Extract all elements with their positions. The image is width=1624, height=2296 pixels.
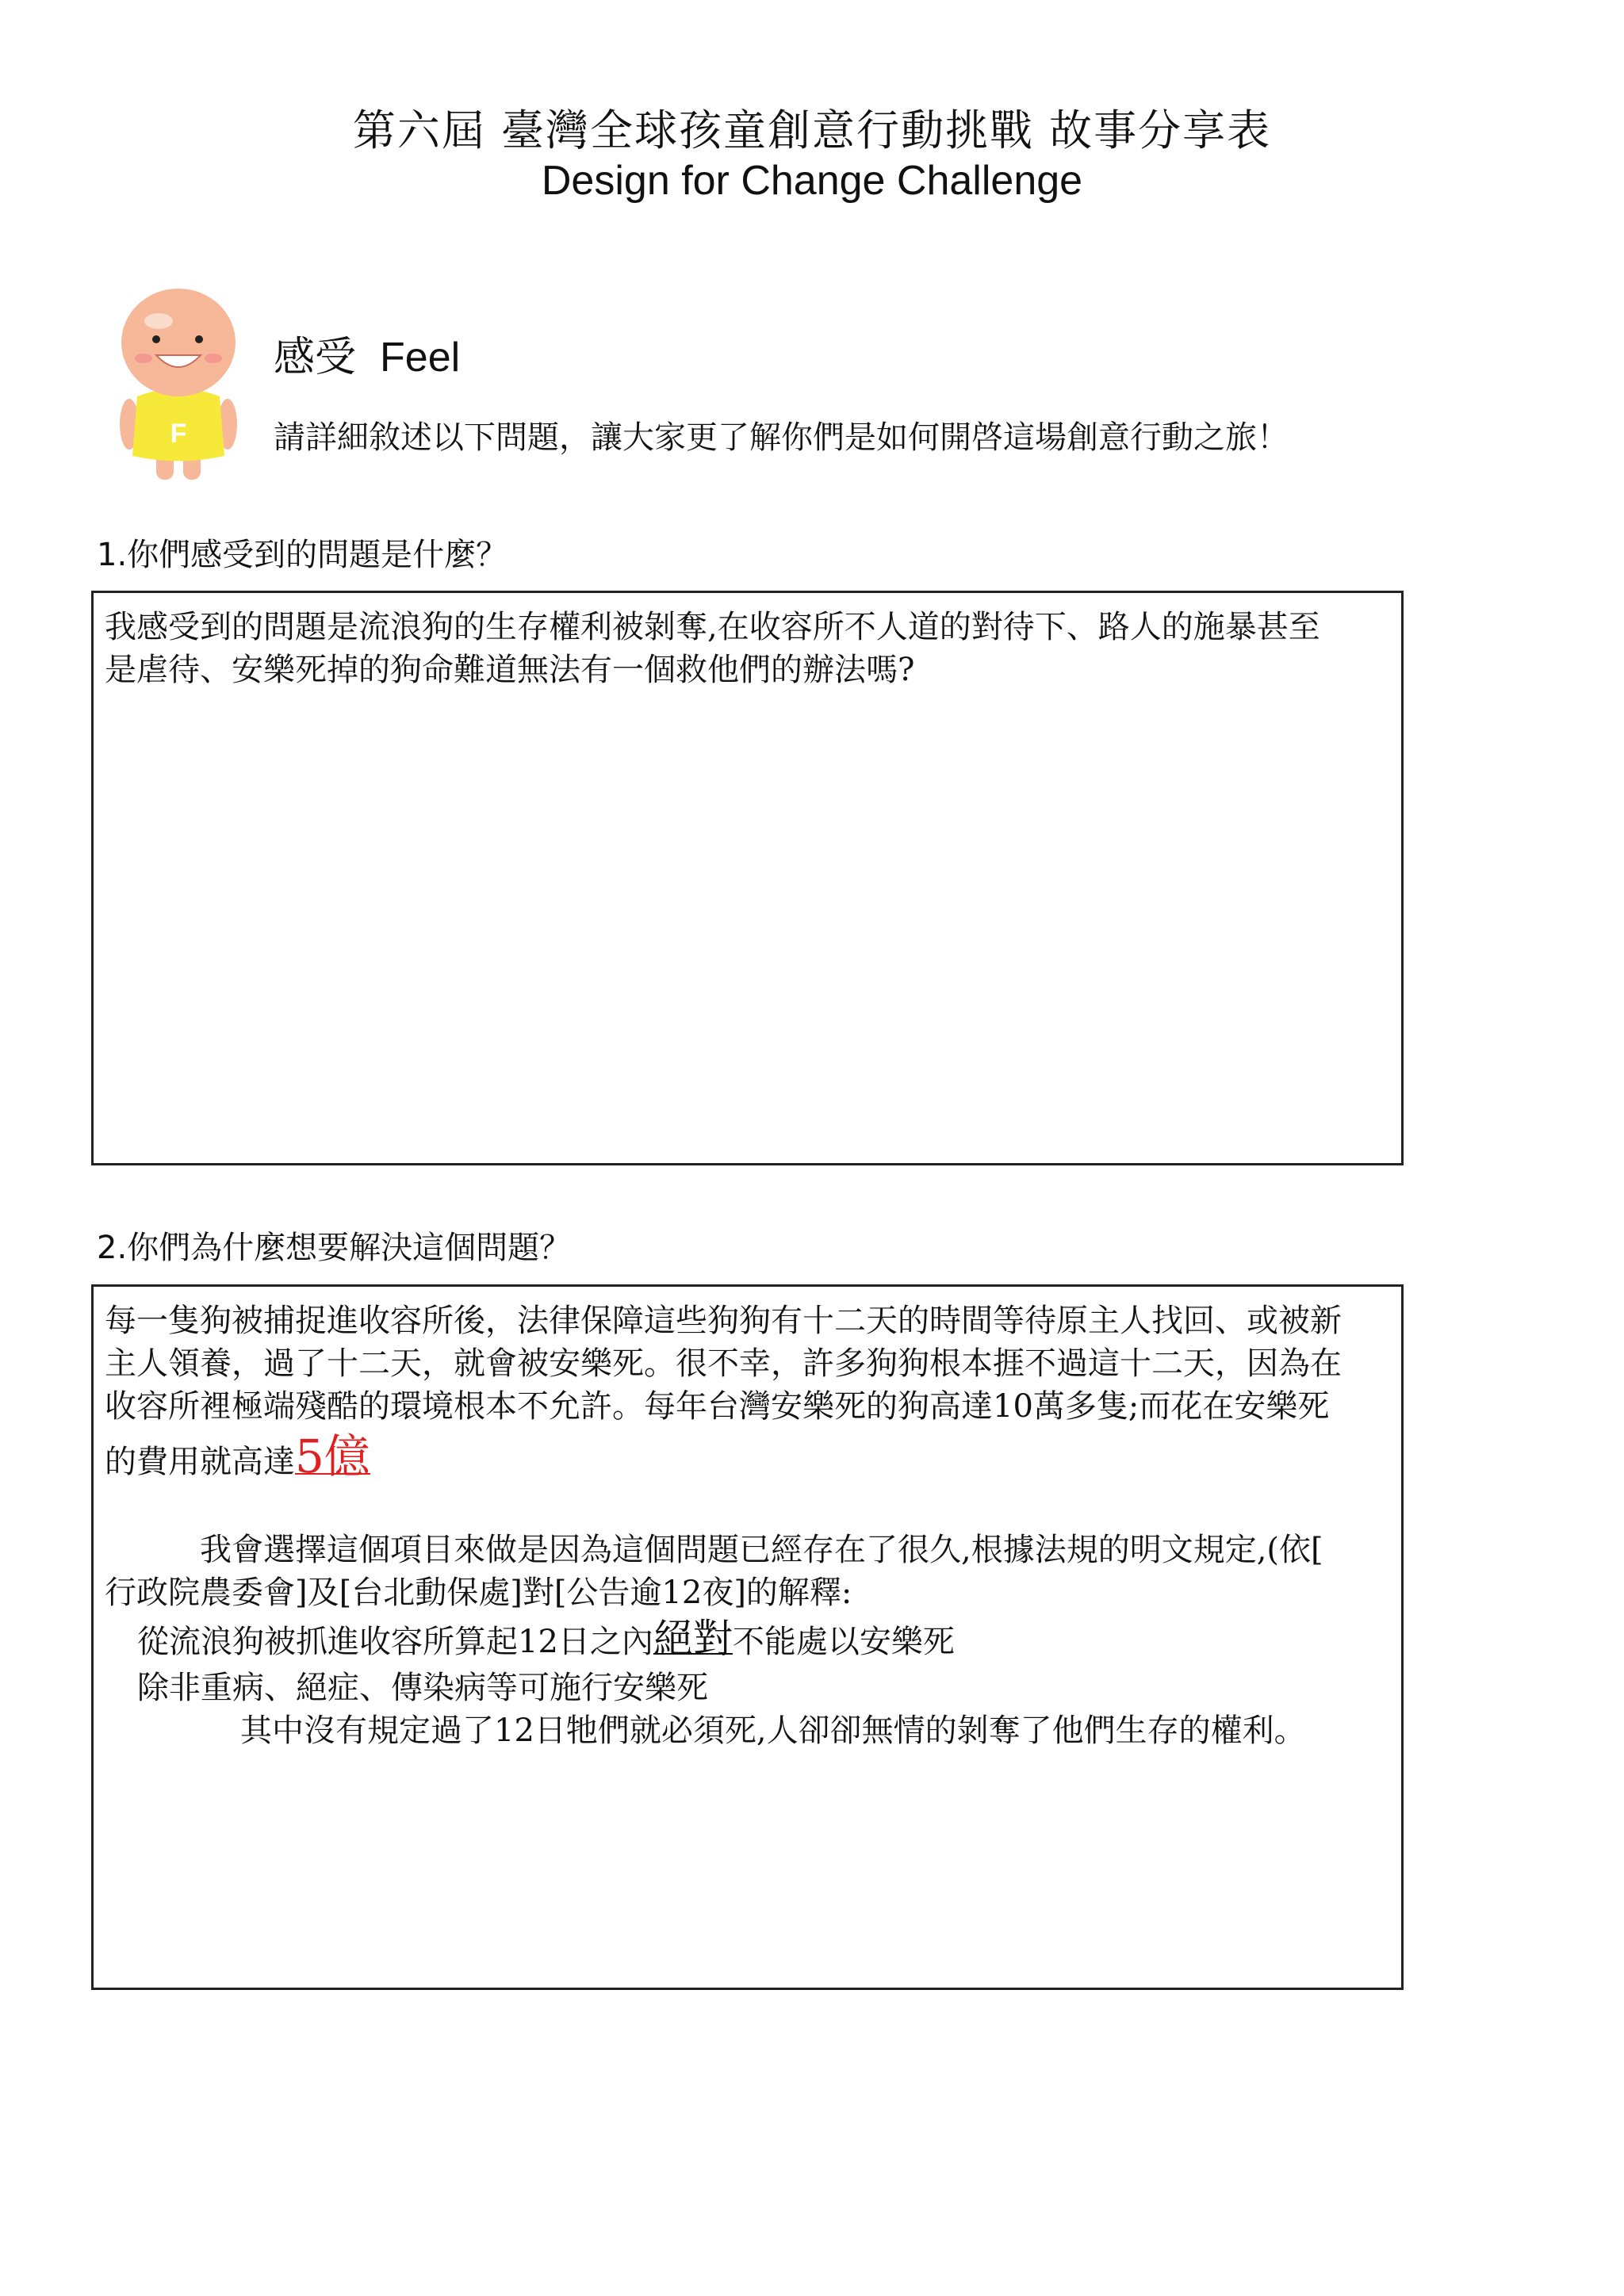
answer-1-line: 我感受到的問題是流浪狗的生存權利被剝奪,在收容所不人道的對待下、路人的施暴甚至 (105, 609, 1320, 645)
answer-2-line: 我會選擇這個項目來做是因為這個問題已經存在了很久,根據法規的明文規定,(依[ (200, 1532, 1323, 1568)
answer-box-1 (91, 591, 1404, 1165)
feel-title-en: Feel (380, 335, 461, 381)
rule-line: 除非重病、絕症、傳染病等可施行安樂死 (137, 1670, 708, 1706)
rule1-prefix: 從流浪狗被抓進收容所算起12日之內 (137, 1624, 653, 1660)
conclusion-line: 其中沒有規定過了12日牠們就必須死,人卻卻無情的剝奪了他們生存的權利。 (240, 1712, 1306, 1749)
page-subtitle: Design for Change Challenge (541, 158, 1083, 204)
mascot-letter: F (170, 419, 187, 449)
feel-instruction: 請詳細敘述以下問題，讓大家更了解你們是如何開啓這場創意行動之旅！ (274, 419, 1289, 456)
rule1-suffix: 不能處以安樂死 (732, 1624, 955, 1660)
answer-2-line: 主人領養，過了十二天，就會被安樂死。很不幸，許多狗狗根本捱不過這十二天，因為在 (105, 1345, 1342, 1382)
answer-2-line (94, 1428, 1401, 1490)
cost-highlight: 5億 (295, 1429, 370, 1483)
answer-box-2 (91, 1284, 1404, 1990)
cost-prefix: 的費用就高達 (105, 1444, 295, 1480)
answer-2-line: 行政院農委會]及[台北動保處]對[公告逾12夜]的解釋: (105, 1575, 852, 1611)
section-title-feel (274, 323, 460, 383)
rule1-emphasis: 絕對 (653, 1616, 733, 1662)
answer-2-line: 收容所裡極端殘酷的環境根本不允許。每年台灣安樂死的狗高達10萬多隻;而花在安樂死 (105, 1388, 1330, 1425)
answer-2-line: 每一隻狗被捕捉進收容所後，法律保障這些狗狗有十二天的時間等待原主人找回、或被新 (105, 1303, 1342, 1339)
rule-line (94, 1614, 1401, 1667)
mascot-f-icon (115, 285, 242, 484)
feel-title-zh: 感受 (274, 334, 357, 381)
answer-1-line: 是虐待、安樂死掉的狗命難道無法有一個救他們的辦法嗎? (105, 652, 915, 688)
question-2: 2.你們為什麼想要解決這個問題？ (97, 1230, 572, 1266)
page-title: 第六屆 臺灣全球孩童創意行動挑戰 故事分享表 (352, 105, 1272, 155)
question-1: 1.你們感受到的問題是什麼？ (97, 537, 508, 573)
